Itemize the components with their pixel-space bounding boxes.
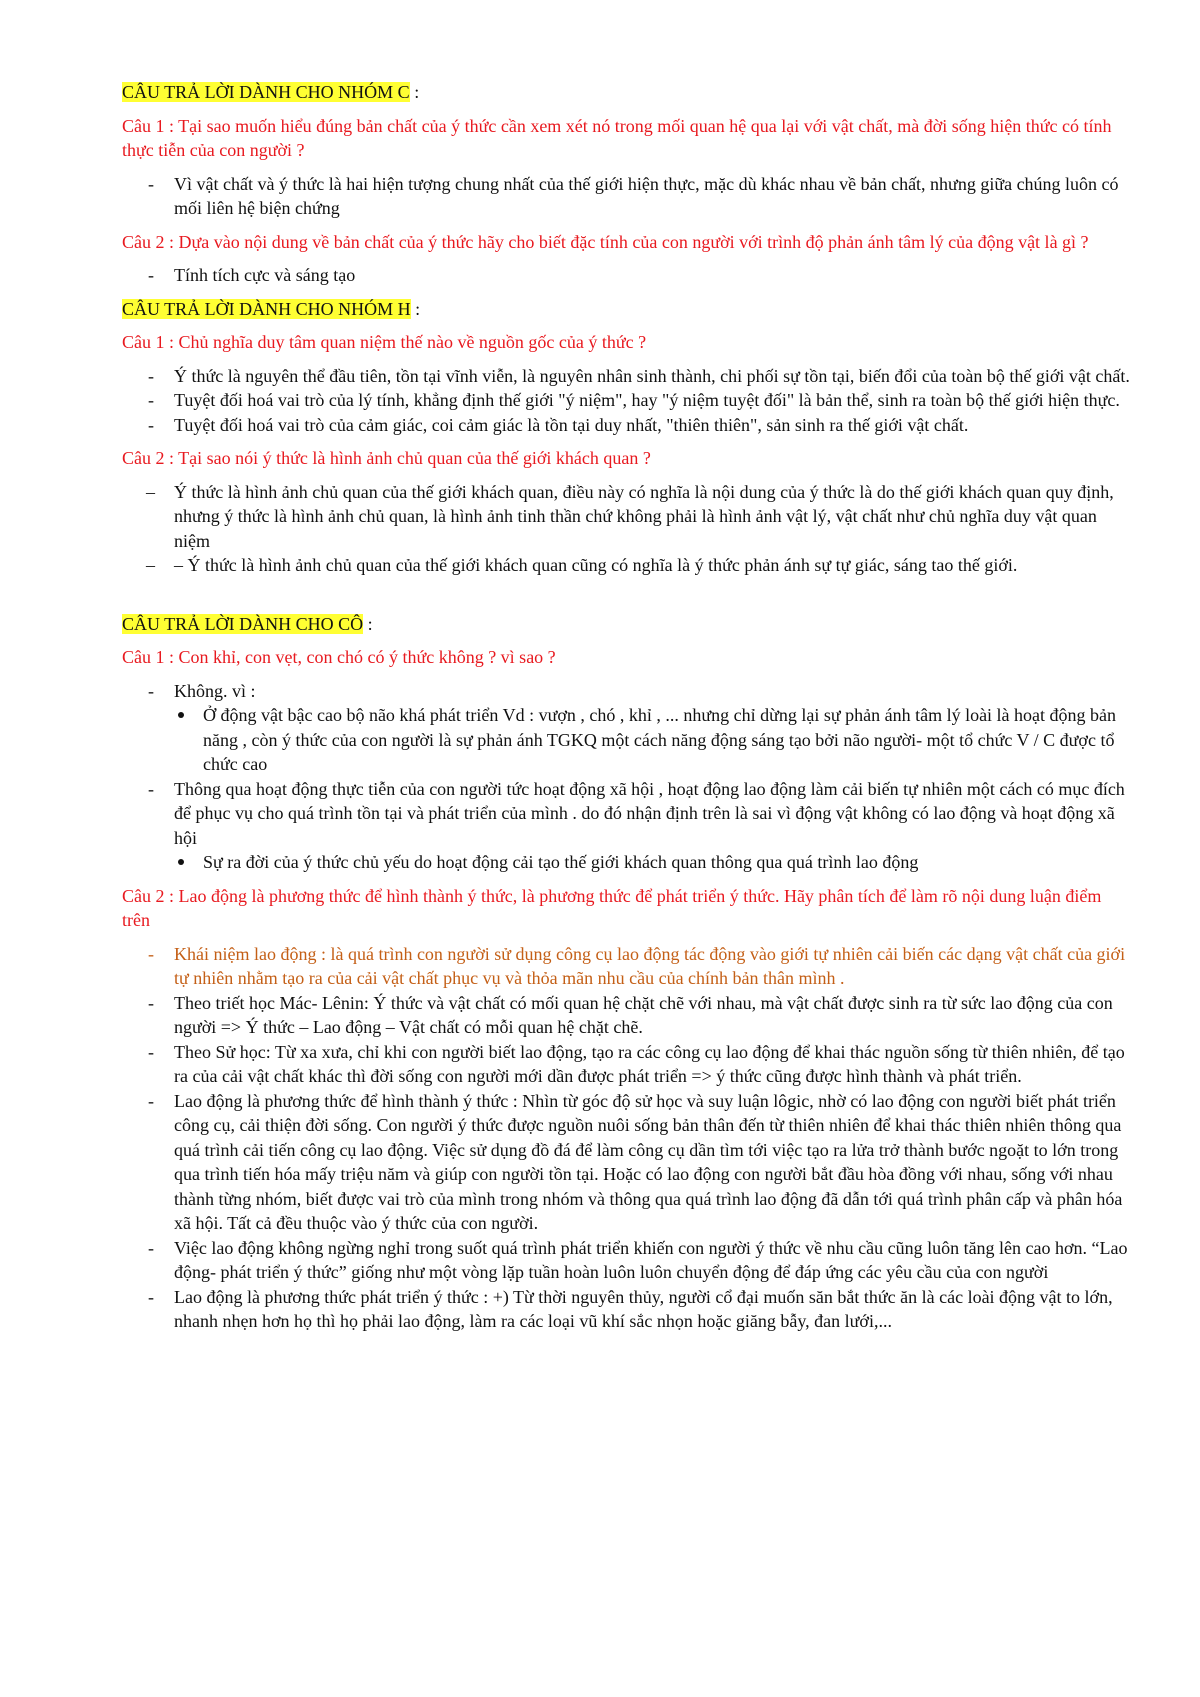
heading-group-c-tail: :	[409, 82, 420, 102]
list-item: - Theo Sử học: Từ xa xưa, chỉ khi con người biết lao động, tạo ra các công cụ lao động để khai thác nguồn sống từ thiên nhiên, để tạo ra của cải vật chất khác thì đời sống con người mới dần được phát triển => ý thức cũng được hình thành và phát triển.	[122, 1040, 1130, 1089]
heading-group-c	[122, 80, 1130, 105]
sub-bullet-list	[174, 850, 1130, 875]
answer-h-1-list	[122, 364, 1130, 438]
list-item: - Lao động là phương thức để hình thành ý thức : Nhìn từ góc độ sử học và suy luận lôgic, nhờ có lao động con người biết phát triển công cụ, cải thiện đời sống. Con người ý thức được nguồn nuôi sống bản thân đến từ thiên nhiên để khai thác thiên nhiên thông qua quá trình cải tiến công cụ lao động. Việc sử dụng đồ đá để làm công cụ dần tìm tới việc tạo ra lửa trở thành bước ngoặt to lớn trong qua trình tiến hóa mấy triệu năm và giúp con người tồn tại. Hoặc có lao động con người bắt đầu hòa đồng với nhau, sống với nhau thành từng nhóm, biết được vai trò của mình trong nhóm và thông qua quá trình lao động đã dẫn tới quá trình phân cấp và phân hóa xã hội. Tất cả đều thuộc vào ý thức của con người.	[122, 1089, 1130, 1236]
bullet-item: Ở động vật bậc cao bộ não khá phát triển Vd : vượn , chó , khỉ , ... nhưng chỉ dừng lại sự phản ánh tâm lý loài là hoạt động bản năng , còn ý thức của con người là sự phản ánh TGKQ một cách năng động sáng tạo bởi não người- một tổ chức V / C được tổ chức cao	[174, 703, 1130, 777]
bullet-item: Sự ra đời của ý thức chủ yếu do hoạt động cải tạo thế giới khách quan thông qua quá trình lao động	[174, 850, 1130, 875]
heading-group-h-text: CÂU TRẢ LỜI DÀNH CHO NHÓM H	[122, 298, 411, 319]
list-item: - Theo triết học Mác- Lênin: Ý thức và vật chất có mối quan hệ chặt chẽ với nhau, mà vật chất được sinh ra từ sức lao động của con người => Ý thức – Lao động – Vật chất có mỗi quan hệ chặt chẽ.	[122, 991, 1130, 1040]
answer-c-1-list	[122, 172, 1130, 221]
answer-c-2-list	[122, 263, 1130, 288]
question-h-1: Câu 1 : Chủ nghĩa duy tâm quan niệm thế nào về nguồn gốc của ý thức ?	[122, 332, 647, 352]
heading-teacher	[122, 612, 1130, 637]
question-c-1: Câu 1 : Tại sao muốn hiểu đúng bản chất của ý thức cần xem xét nó trong mối quan hệ qua lại với vật chất, mà đời sống hiện thức có tính thực tiễn của con người ?	[122, 115, 1112, 160]
list-item: – – Ý thức là hình ảnh chủ quan của thế giới khách quan cũng có nghĩa là ý thức phản ánh sự tự giác, sáng tao thế giới.	[122, 553, 1130, 578]
list-item-text: - Không. vì :	[174, 680, 256, 701]
list-item: - Tuyệt đối hoá vai trò của lý tính, khẳng định thế giới "ý niệm", hay "ý niệm tuyệt đối" là bản thể, sinh ra toàn bộ thế giới hiện thực.	[122, 388, 1130, 413]
answer-teacher-1-list	[122, 679, 1130, 875]
list-item	[122, 777, 1130, 875]
list-item: - Tính tích cực và sáng tạo	[122, 263, 1130, 288]
list-item: - Tuyệt đối hoá vai trò của cảm giác, coi cảm giác là tồn tại duy nhất, "thiên thiên", sản sinh ra thế giới vật chất.	[122, 413, 1130, 438]
answer-h-2-list	[122, 480, 1130, 578]
answer-teacher-2-list	[122, 942, 1130, 1334]
question-h-2: Câu 2 : Tại sao nói ý thức là hình ảnh chủ quan của thế giới khách quan ?	[122, 448, 651, 468]
list-item: - Việc lao động không ngừng nghỉ trong suốt quá trình phát triển khiến con người ý thức về nhu cầu cũng luôn tăng lên cao hơn. “Lao động- phát triển ý thức” giống như một vòng lặp tuần hoàn luôn luôn chuyển động để đáp ứng các yêu cầu của con người	[122, 1236, 1130, 1285]
list-item: - Vì vật chất và ý thức là hai hiện tượng chung nhất của thế giới hiện thực, mặc dù khác nhau về bản chất, nhưng giữa chúng luôn có mối liên hệ biện chứng	[122, 172, 1130, 221]
list-item: - Lao động là phương thức phát triển ý thức : +) Từ thời nguyên thủy, người cổ đại muốn săn bắt thức ăn là các loài động vật to lớn, nhanh nhẹn hơn họ thì họ phải lao động, làm ra các loại vũ khí sắc nhọn hoặc giăng bẫy, đan lưới,...	[122, 1285, 1130, 1334]
list-item-definition: - Khái niệm lao động : là quá trình con người sử dụng công cụ lao động tác động vào giới tự nhiên cải biến các dạng vật chất của giới tự nhiên nhằm tạo ra của cải vật chất phục vụ và thỏa mãn nhu cầu của chính bản thân mình .	[122, 942, 1130, 991]
heading-group-c-text: CÂU TRẢ LỜI DÀNH CHO NHÓM C	[122, 82, 410, 102]
sub-bullet-list	[174, 703, 1130, 777]
list-item: – Ý thức là hình ảnh chủ quan của thế giới khách quan, điều này có nghĩa là nội dung của ý thức là do thế giới khách quan quy định, nhưng ý thức là hình ảnh chủ quan, là hình ảnh tinh thần chứ không phải là hình ảnh vật lý, vật chất như chủ nghĩa duy vật quan niệm	[122, 480, 1130, 554]
heading-group-h	[122, 297, 1130, 322]
question-c-2: Câu 2 : Dựa vào nội dung về bản chất của ý thức hãy cho biết đặc tính của con người với trình độ phản ánh tâm lý của động vật là gì ?	[122, 231, 1089, 252]
heading-teacher-tail: :	[363, 613, 373, 634]
heading-teacher-text: CÂU TRẢ LỜI DÀNH CHO CÔ	[122, 613, 364, 634]
list-item	[122, 679, 1130, 777]
question-teacher-2: Câu 2 : Lao động là phương thức để hình thành ý thức, là phương thức để phát triển ý thức. Hãy phân tích để làm rõ nội dung luận điểm trên	[122, 885, 1102, 930]
heading-group-h-tail: :	[410, 298, 421, 319]
list-item: - Ý thức là nguyên thể đầu tiên, tồn tại vĩnh viễn, là nguyên nhân sinh thành, chi phối sự tồn tại, biến đổi của toàn bộ thế giới vật chất.	[122, 364, 1130, 389]
list-item-text: - Thông qua hoạt động thực tiễn của con người tức hoạt động xã hội , hoạt động lao động làm cải biến tự nhiên một cách có mục đích để phục vụ cho quá trình tồn tại và phát triển của mình . do đó nhận định trên là sai vì động vật không có lao động và hoạt động xã hội	[174, 778, 1125, 848]
section-spacer	[122, 587, 1130, 612]
question-teacher-1: Câu 1 : Con khỉ, con vẹt, con chó có ý thức không ? vì sao ?	[122, 647, 556, 667]
